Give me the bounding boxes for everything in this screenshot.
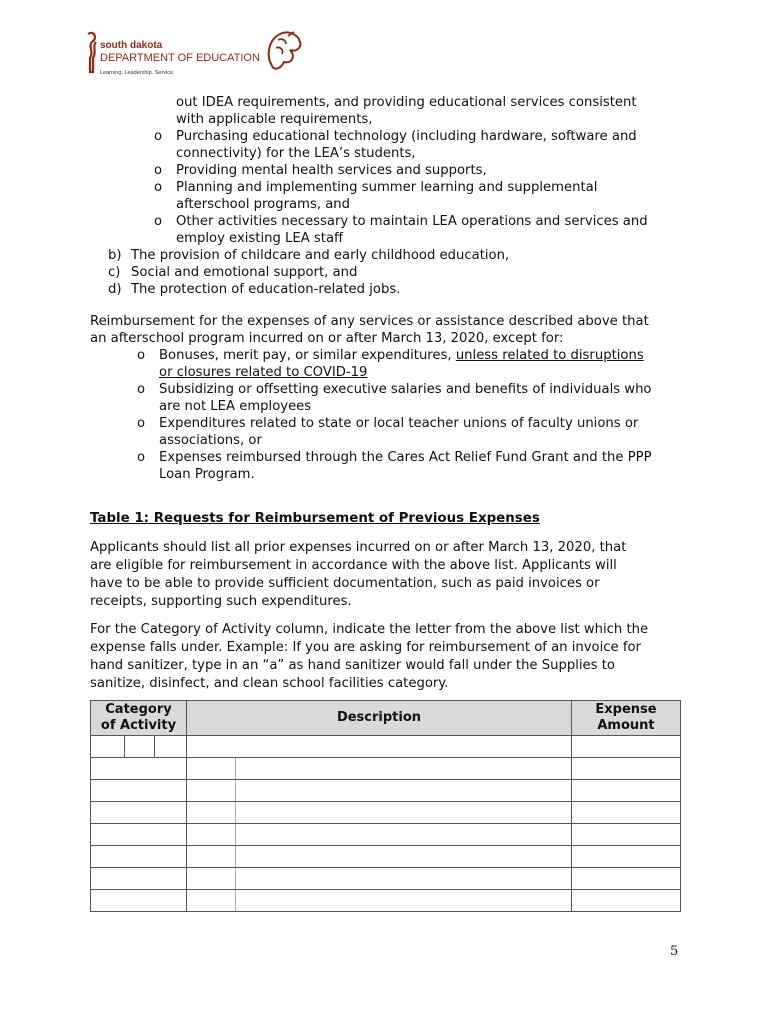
list-line: Planning and implementing summer learning and supplemental (176, 180, 598, 195)
amount-cell[interactable] (572, 824, 681, 846)
table-heading: Table 1: Requests for Reimbursement of Previous Expenses (90, 511, 540, 526)
exception-line: or closures related to COVID-19 (159, 365, 368, 380)
exception-line: are not LEA employees (159, 399, 312, 414)
logo-tagline: Learning. Leadership. Service. (100, 70, 175, 76)
list-line: Providing mental health services and supports, (176, 163, 487, 178)
paragraph-line: For the Category of Activity column, indicate the letter from the above list which the (90, 622, 649, 637)
category-cell[interactable] (91, 736, 187, 758)
table-row[interactable] (91, 780, 681, 802)
bullet-marker: o (154, 129, 163, 144)
logo-line1: south dakota (100, 40, 163, 51)
description-cell[interactable] (187, 802, 572, 824)
table-row[interactable] (91, 868, 681, 890)
list-line: The provision of childcare and early childhood education, (131, 248, 510, 263)
list-letter: b) (108, 248, 122, 263)
table-row[interactable] (91, 802, 681, 824)
description-cell[interactable] (187, 890, 572, 912)
list-line: Other activities necessary to maintain LEA operations and services and (176, 214, 648, 229)
paragraph-line: sanitize, disinfect, and clean school facilities category. (90, 676, 449, 691)
sd-doe-logo (84, 28, 260, 78)
category-cell[interactable] (91, 824, 187, 846)
list-line: with applicable requirements, (176, 112, 373, 127)
list-line: The protection of education-related jobs. (131, 282, 401, 297)
bullet-marker: o (137, 348, 146, 363)
bullet-marker: o (154, 180, 163, 195)
amount-cell[interactable] (572, 868, 681, 890)
bullet-marker: o (154, 214, 163, 229)
category-cell[interactable] (91, 780, 187, 802)
paragraph-line: hand sanitizer, type in an “a” as hand sanitizer would fall under the Supplies to (90, 658, 615, 673)
exception-line: Expenses reimbursed through the Cares Act Relief Fund Grant and the PPP (159, 450, 652, 465)
category-cell[interactable] (91, 802, 187, 824)
paragraph-line: an afterschool program incurred on or after March 13, 2020, except for: (90, 331, 564, 346)
description-cell[interactable] (187, 868, 572, 890)
bullet-marker: o (137, 382, 146, 397)
table-row[interactable] (91, 736, 681, 758)
eagle-seal-icon (262, 26, 308, 76)
category-cell[interactable] (91, 890, 187, 912)
exception-line: Subsidizing or offsetting executive salaries and benefits of individuals who (159, 382, 652, 397)
paragraph-line: receipts, supporting such expenditures. (90, 594, 352, 609)
amount-cell[interactable] (572, 846, 681, 868)
list-line: connectivity) for the LEA’s students, (176, 146, 416, 161)
amount-cell[interactable] (572, 780, 681, 802)
category-cell[interactable] (91, 758, 187, 780)
exception-line: Bonuses, merit pay, or similar expenditures, unless related to disruptions (159, 348, 644, 363)
table-row[interactable] (91, 890, 681, 912)
col-category-header: Category of Activity (91, 701, 187, 736)
list-line: afterschool programs, and (176, 197, 351, 212)
bullet-marker: o (137, 450, 146, 465)
paragraph-line: expense falls under. Example: If you are asking for reimbursement of an invoice for (90, 640, 641, 655)
paragraph-line: Applicants should list all prior expenses incurred on or after March 13, 2020, that (90, 540, 627, 555)
description-cell[interactable] (187, 780, 572, 802)
amount-cell[interactable] (572, 802, 681, 824)
paragraph-line: are eligible for reimbursement in accordance with the above list. Applicants will (90, 558, 617, 573)
description-cell[interactable] (187, 736, 572, 758)
expense-table (90, 700, 681, 912)
bullet-marker: o (137, 416, 146, 431)
list-line: Purchasing educational technology (including hardware, software and (176, 129, 637, 144)
bullet-marker: o (154, 163, 163, 178)
col-description-header: Description (187, 701, 572, 736)
list-line: employ existing LEA staff (176, 231, 344, 246)
exception-line: associations, or (159, 433, 262, 448)
list-letter: d) (108, 282, 122, 297)
amount-cell[interactable] (572, 890, 681, 912)
table-row[interactable] (91, 758, 681, 780)
description-cell[interactable] (187, 824, 572, 846)
exception-line: Expenditures related to state or local teacher unions of faculty unions or (159, 416, 639, 431)
table-row[interactable] (91, 824, 681, 846)
category-cell[interactable] (91, 846, 187, 868)
logo-line2: DEPARTMENT OF EDUCATION (100, 52, 260, 64)
table-header-row (91, 701, 681, 736)
table-row[interactable] (91, 846, 681, 868)
paragraph-line: have to be able to provide sufficient documentation, such as paid invoices or (90, 576, 600, 591)
description-cell[interactable] (187, 846, 572, 868)
col-amount-header: Expense Amount (572, 701, 681, 736)
amount-cell[interactable] (572, 736, 681, 758)
category-cell[interactable] (91, 868, 187, 890)
page-number: 5 (670, 944, 679, 959)
list-line: out IDEA requirements, and providing educational services consistent (176, 95, 637, 110)
description-cell[interactable] (187, 758, 572, 780)
list-letter: c) (108, 265, 121, 280)
amount-cell[interactable] (572, 758, 681, 780)
paragraph-line: Reimbursement for the expenses of any services or assistance described above that (90, 314, 649, 329)
list-line: Social and emotional support, and (131, 265, 358, 280)
exception-line: Loan Program. (159, 467, 255, 482)
